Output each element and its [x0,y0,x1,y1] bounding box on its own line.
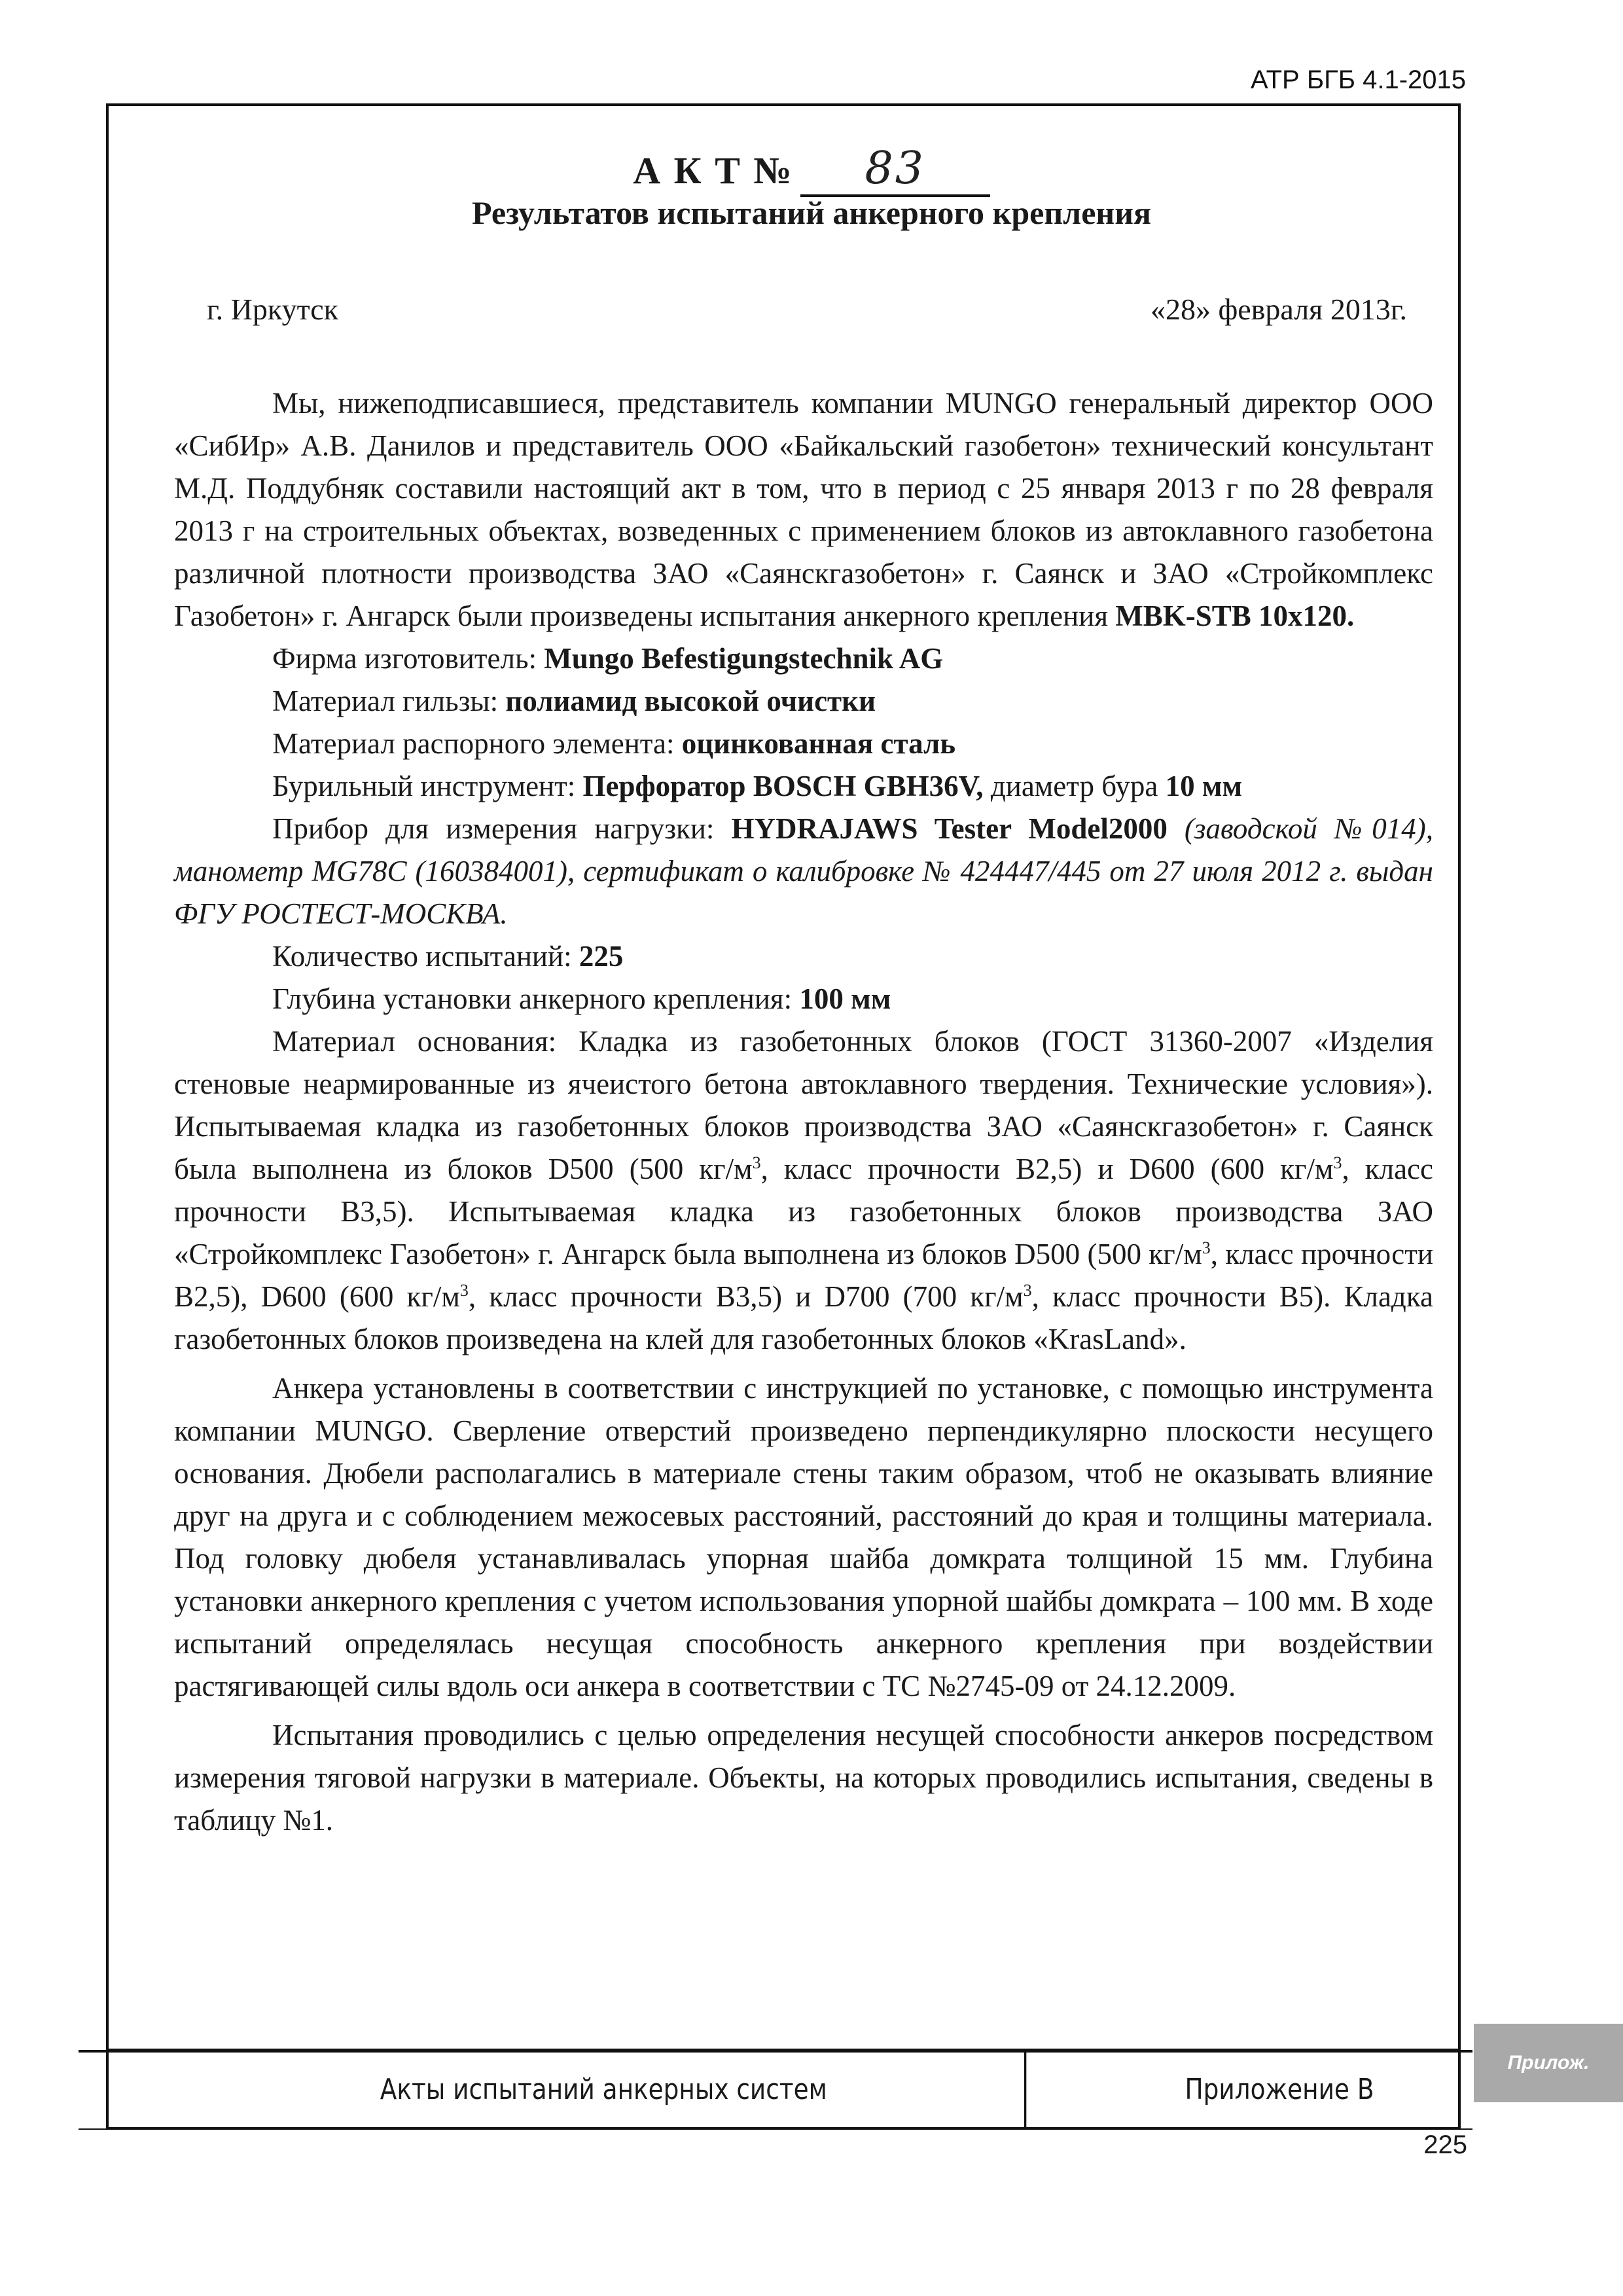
document-code: АТР БГБ 4.1-2015 [1251,65,1466,94]
place-date-row [207,292,1407,327]
sleeve-line: Материал гильзы: полиамид высокой очистки [272,685,876,717]
base-material-paragraph: Материал основания: Кладка из газобетонных блоков (ГОСТ 31360-2007 «Изделия стеновые неармированные из ячеистого бетона автоклавного твердения. Технические условия»). Испытываемая кладка из газобетонных блоков производства ЗАО «Саянскгазобетон» г. Саянск была выполнена из блоков D500 (500 $кг/м^3$, класс прочности В2,5) и D600 (600 $кг/м^3$, класс прочности В3,5). Испытываемая кладка из газобетонных блоков производства ЗАО «Стройкомплекс Газобетон» г. Ангарск была выполнена из блоков D500 (500 $кг/м^3$, класс прочности В2,5), D600 (600 $кг/м^3$, класс прочности В3,5) и D700 (700 $кг/м^3$, класс прочности В5). Кладка газобетонных блоков произведена на клей для газобетонных блоков «KrasLand». [174,1025,1433,1355]
footer-bottom-rule [79,2128,1472,2130]
intro-paragraph: Мы, нижеподписавшиеся, представитель компании MUNGO генеральный директор ООО «СибИр» А.В. Данилов и представитель ООО «Байкальский газобетон» технический консультант М.Д. Поддубняк составили настоящий акт в том, что в период с 25 января 2013 г по 28 февраля 2013 г на строительных объектах, возведенных с применением блоков из автоклавного газобетона различной плотности производства ЗАО «Саянскгазобетон» г. Саянск и ЗАО «Стройкомплекс Газобетон» г. Ангарск были произведены испытания анкерного крепления MBK-STB 10x120. [174,387,1433,632]
installation-paragraph: Анкера установлены в соответствии с инструкцией по установке, с помощью инструмента компании MUNGO. Сверление отверстий произведено перпендикулярно плоскости несущего основания. Дюбели располагались в материале стены таким образом, чтоб не оказывать влияние друг на друга и с соблюдением межосевых расстояний, расстояний до края и толщины материала. Под головку дюбеля устанавливалась упорная шайба домкрата толщиной 15 мм. Глубина установки анкерного крепления с учетом использования упорной шайбы домкрата – 100 мм. В ходе испытаний определялась несущая способность анкерного крепления при воздействии растягивающей силы вдоль оси анкера в соответствии с ТС №2745-09 от 24.12.2009. [174,1372,1433,1702]
drill-line: Бурильный инструмент: Перфоратор BOSCH GBH36V, диаметр бура 10 мм [272,770,1243,802]
anchor-model: MBK-STB 10x120. [1115,600,1355,632]
footer-box [106,2051,1461,2130]
purpose-paragraph: Испытания проводились с целью определения несущей способности анкеров посредством измерения тяговой нагрузки в материале. Объекты, на которых проводились испытания, сведены в таблицу №1. [174,1719,1433,1837]
spacer-line: Материал распорного элемента: оцинкованная сталь [272,727,956,760]
act-city: г. Иркутск [207,293,339,326]
appendix-tab[interactable]: Прилож. [1474,2024,1623,2102]
act-body [174,382,1433,1842]
act-title [0,143,1623,197]
maker-line: Фирма изготовитель: Mungo Befestigungstechnik AG [272,642,944,675]
act-title-prefix: А К Т № [633,149,794,192]
footer-appendix-label: Приложение В [1185,2072,1374,2106]
act-subtitle: Результатов испытаний анкерного крепления [471,194,1152,231]
depth-line: Глубина установки анкерного крепления: 100 мм [272,982,891,1015]
act-date: «28» февраля 2013г. [1150,293,1407,326]
count-line: Количество испытаний: 225 [272,940,624,973]
page-number: 225 [1423,2130,1467,2159]
footer-section-title: Акты испытаний анкерных систем [183,2051,1027,2127]
act-number: 83 [800,143,990,197]
device-line: Прибор для измерения нагрузки: HYDRAJAWS Tester Model2000 (заводской №014), манометр MG78C (160384001), сертификат о калибровке № 424447/445 от 27 июля 2012 г. выдан ФГУ РОСТЕСТ-МОСКВА. [174,812,1433,930]
